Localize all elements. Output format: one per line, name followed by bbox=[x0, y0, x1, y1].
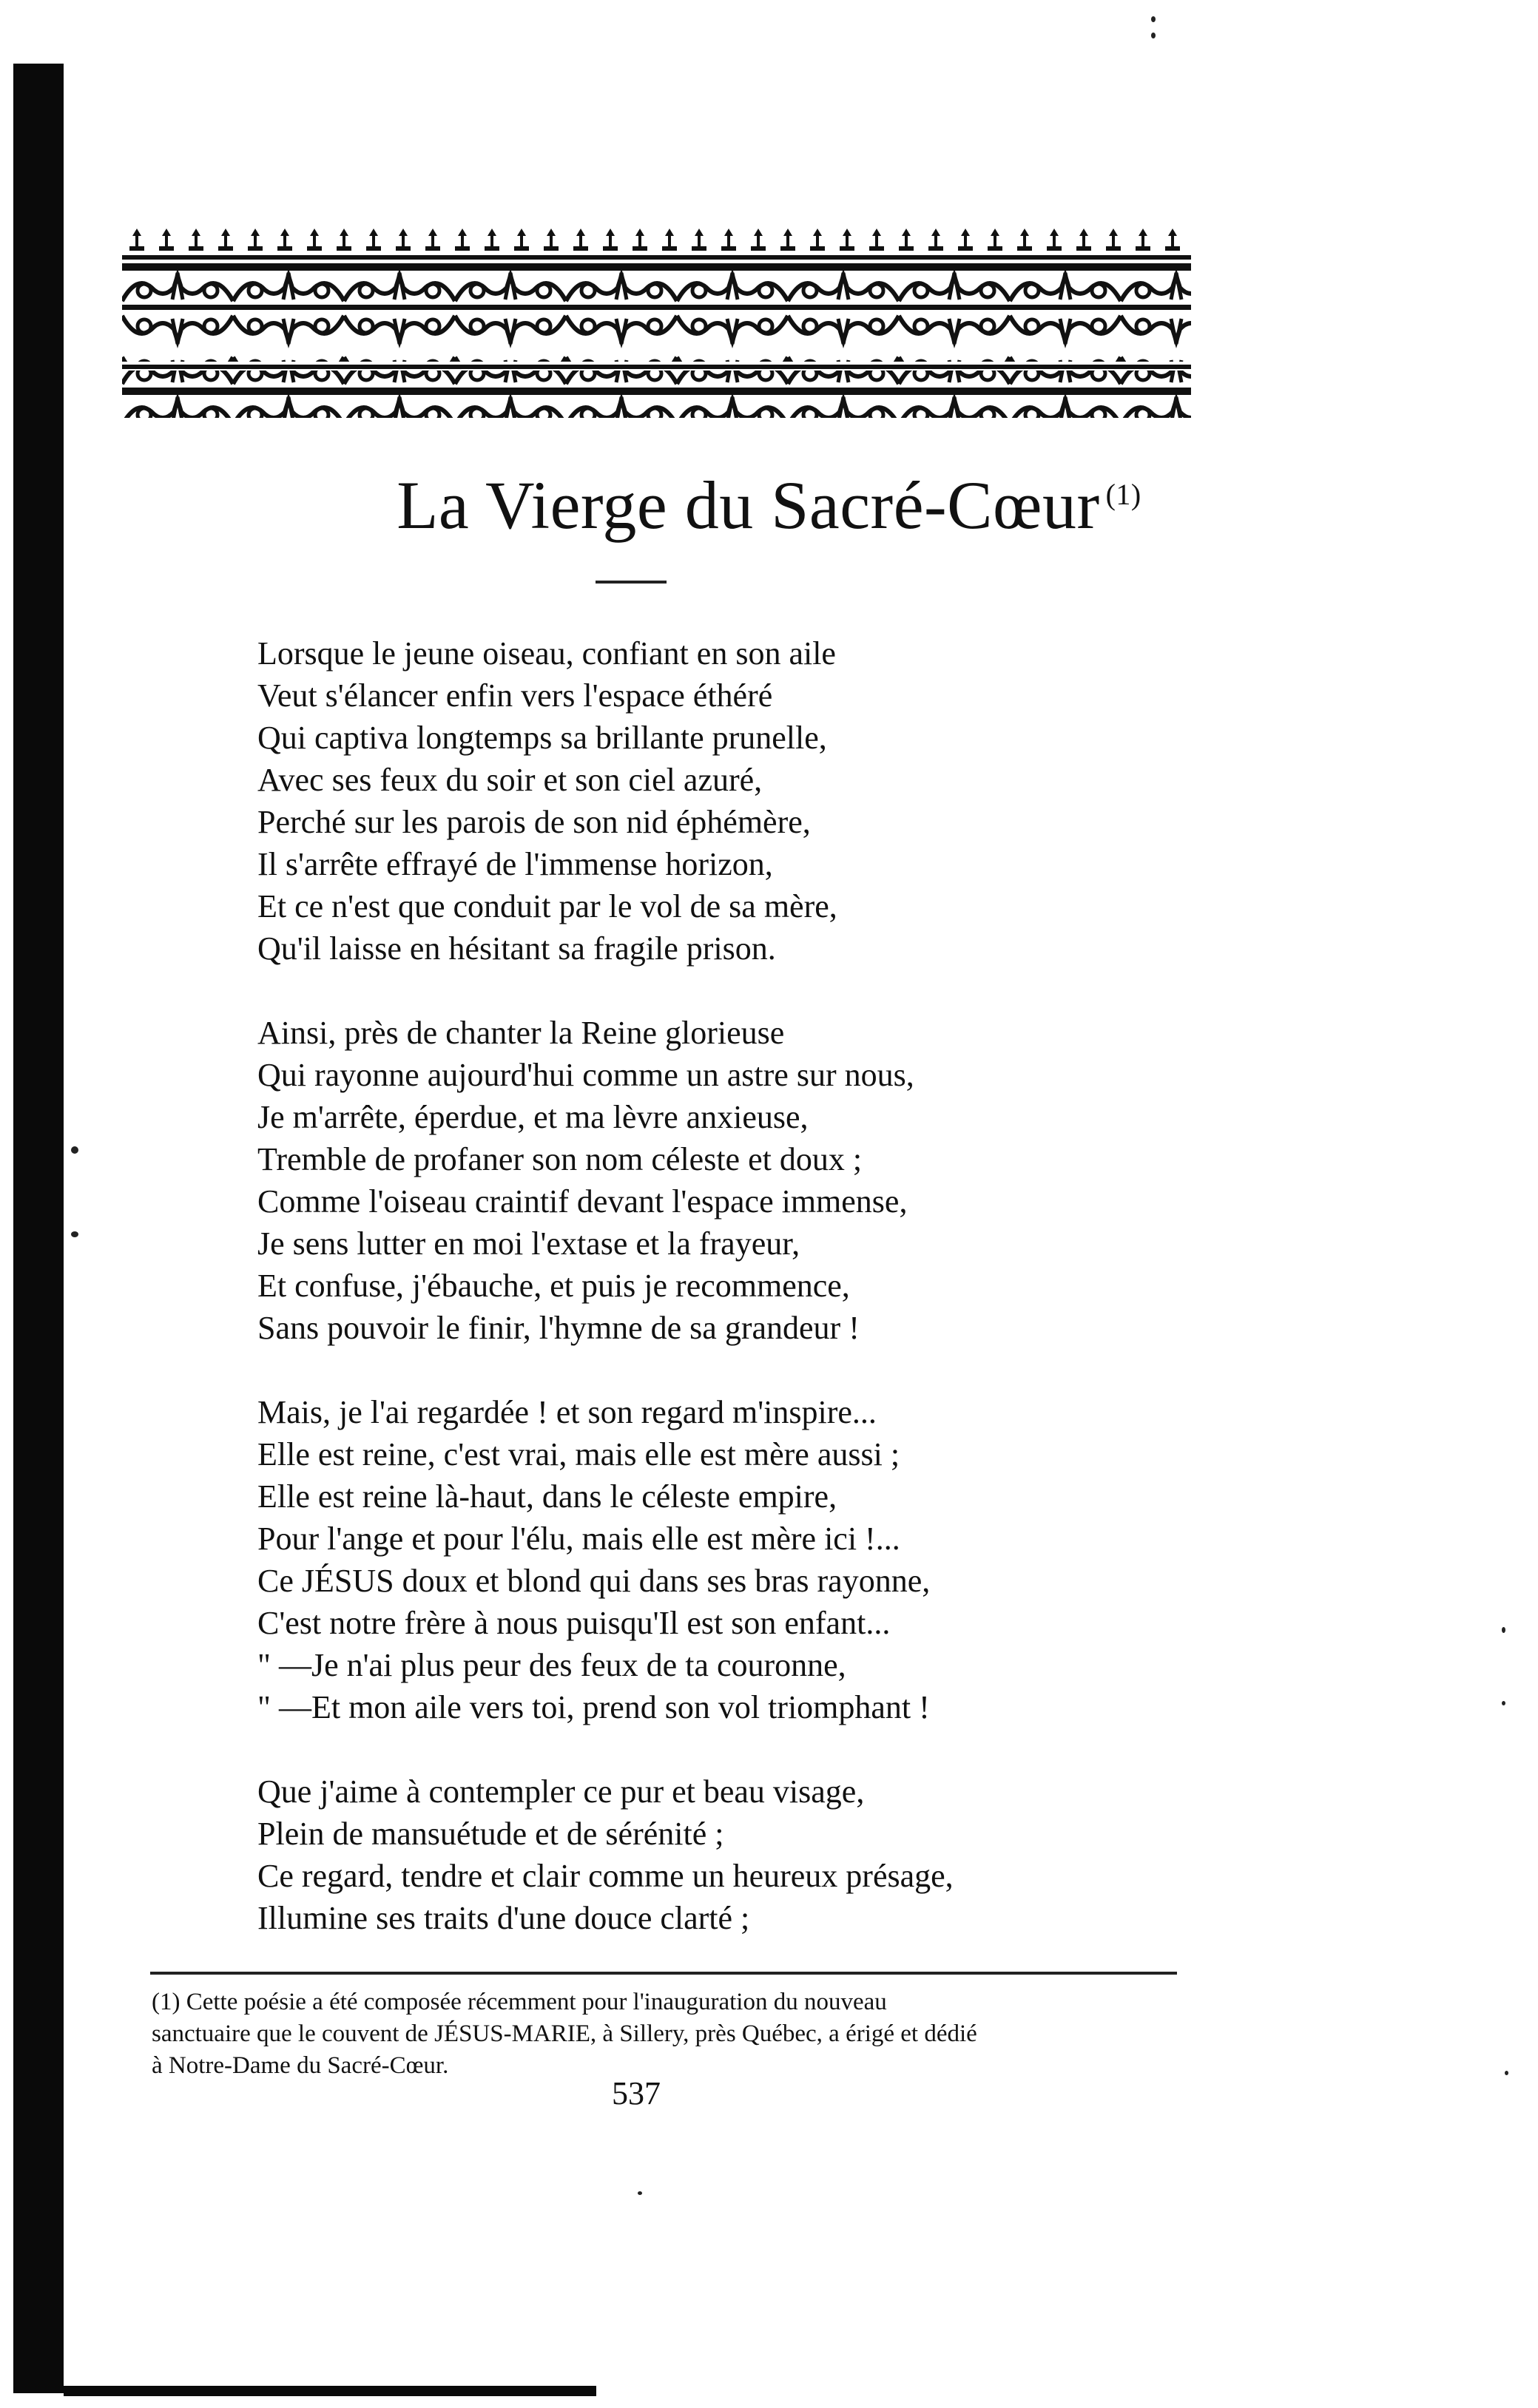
verse-line: Avec ses feux du soir et son ciel azuré, bbox=[257, 762, 763, 798]
verse-line: Elle est reine là-haut, dans le céleste empire, bbox=[257, 1478, 837, 1515]
poem-body bbox=[257, 632, 1219, 1981]
verse-line: Ainsi, près de chanter la Reine glorieuse bbox=[257, 1015, 785, 1051]
verse-line: Je sens lutter en moi l'extase et la frayeur, bbox=[257, 1225, 800, 1262]
scan-speck bbox=[638, 2191, 642, 2195]
verse-line: Mais, je l'ai regardée ! et son regard m'inspire... bbox=[257, 1394, 877, 1430]
title-separator-rule bbox=[596, 581, 667, 584]
verse-line: Plein de mansuétude et de sérénité ; bbox=[257, 1816, 724, 1852]
verse-line: Illumine ses traits d'une douce clarté ; bbox=[257, 1900, 750, 1936]
verse-line: Comme l'oiseau craintif devant l'espace immense, bbox=[257, 1183, 908, 1220]
footnote-line: (1) Cette poésie a été composée récemment pour l'inauguration du nouveau bbox=[152, 1989, 887, 2015]
decorative-header-ornament bbox=[122, 226, 1191, 419]
verse-line: Elle est reine, c'est vrai, mais elle est mère aussi ; bbox=[257, 1436, 900, 1472]
verse-line: Il s'arrête effrayé de l'immense horizon, bbox=[257, 846, 773, 882]
scan-speck bbox=[1502, 1701, 1505, 1705]
verse-line: Ce JÉSUS doux et blond qui dans ses bras rayonne, bbox=[257, 1563, 931, 1599]
scan-speck bbox=[1151, 33, 1156, 38]
title-footnote-marker: (1) bbox=[1105, 478, 1141, 512]
verse-line: Veut s'élancer enfin vers l'espace éthéré bbox=[257, 677, 773, 714]
verse-line: Qui rayonne aujourd'hui comme un astre sur nous, bbox=[257, 1057, 914, 1093]
poem-title-text: La Vierge du Sacré-Cœur bbox=[397, 467, 1100, 543]
scan-speck bbox=[1502, 1627, 1505, 1633]
scan-speck bbox=[1505, 2071, 1508, 2075]
verse-line: Et confuse, j'ébauche, et puis je recommence, bbox=[257, 1268, 850, 1304]
footnote-line: à Notre-Dame du Sacré-Cœur. bbox=[152, 2052, 449, 2079]
verse-line: Qui captiva longtemps sa brillante prunelle, bbox=[257, 720, 827, 756]
verse-line: Et ce n'est que conduit par le vol de sa mère, bbox=[257, 888, 837, 924]
stanza-4 bbox=[257, 1771, 1219, 1939]
footnote-line: sanctuaire que le couvent de JÉSUS-MARIE, à Sillery, près Québec, a érigé et dédié bbox=[152, 2020, 977, 2047]
verse-line: Que j'aime à contempler ce pur et beau visage, bbox=[257, 1773, 865, 1810]
verse-line: C'est notre frère à nous puisqu'Il est son enfant... bbox=[257, 1605, 891, 1641]
verse-line: Lorsque le jeune oiseau, confiant en son aile bbox=[257, 635, 836, 672]
verse-line: Perché sur les parois de son nid éphémère, bbox=[257, 804, 811, 840]
footnote-separator-rule bbox=[150, 1972, 1177, 1975]
verse-line: Qu'il laisse en hésitant sa fragile prison. bbox=[257, 930, 776, 967]
poem-title bbox=[0, 464, 1538, 546]
verse-line: Ce regard, tendre et clair comme un heureux présage, bbox=[257, 1858, 954, 1894]
scan-speck bbox=[71, 1231, 78, 1237]
scan-border-bottom bbox=[64, 2386, 596, 2396]
page-number: 537 bbox=[612, 2075, 661, 2111]
verse-line: Pour l'ange et pour l'élu, mais elle est mère ici !... bbox=[257, 1521, 900, 1557]
stanza-3 bbox=[257, 1391, 1219, 1728]
verse-line: Sans pouvoir le finir, l'hymne de sa grandeur ! bbox=[257, 1310, 860, 1346]
scan-border-left bbox=[13, 64, 64, 2393]
scan-speck bbox=[71, 1146, 78, 1154]
stanza-2 bbox=[257, 1012, 1219, 1349]
verse-line: Je m'arrête, éperdue, et ma lèvre anxieuse, bbox=[257, 1099, 809, 1135]
verse-line: " —Et mon aile vers toi, prend son vol triomphant ! bbox=[257, 1689, 930, 1725]
footnote bbox=[152, 1986, 1202, 2082]
stanza-1 bbox=[257, 632, 1219, 970]
verse-line: " —Je n'ai plus peur des feux de ta couronne, bbox=[257, 1647, 846, 1683]
scan-speck bbox=[1151, 16, 1156, 22]
verse-line: Tremble de profaner son nom céleste et doux ; bbox=[257, 1141, 863, 1177]
